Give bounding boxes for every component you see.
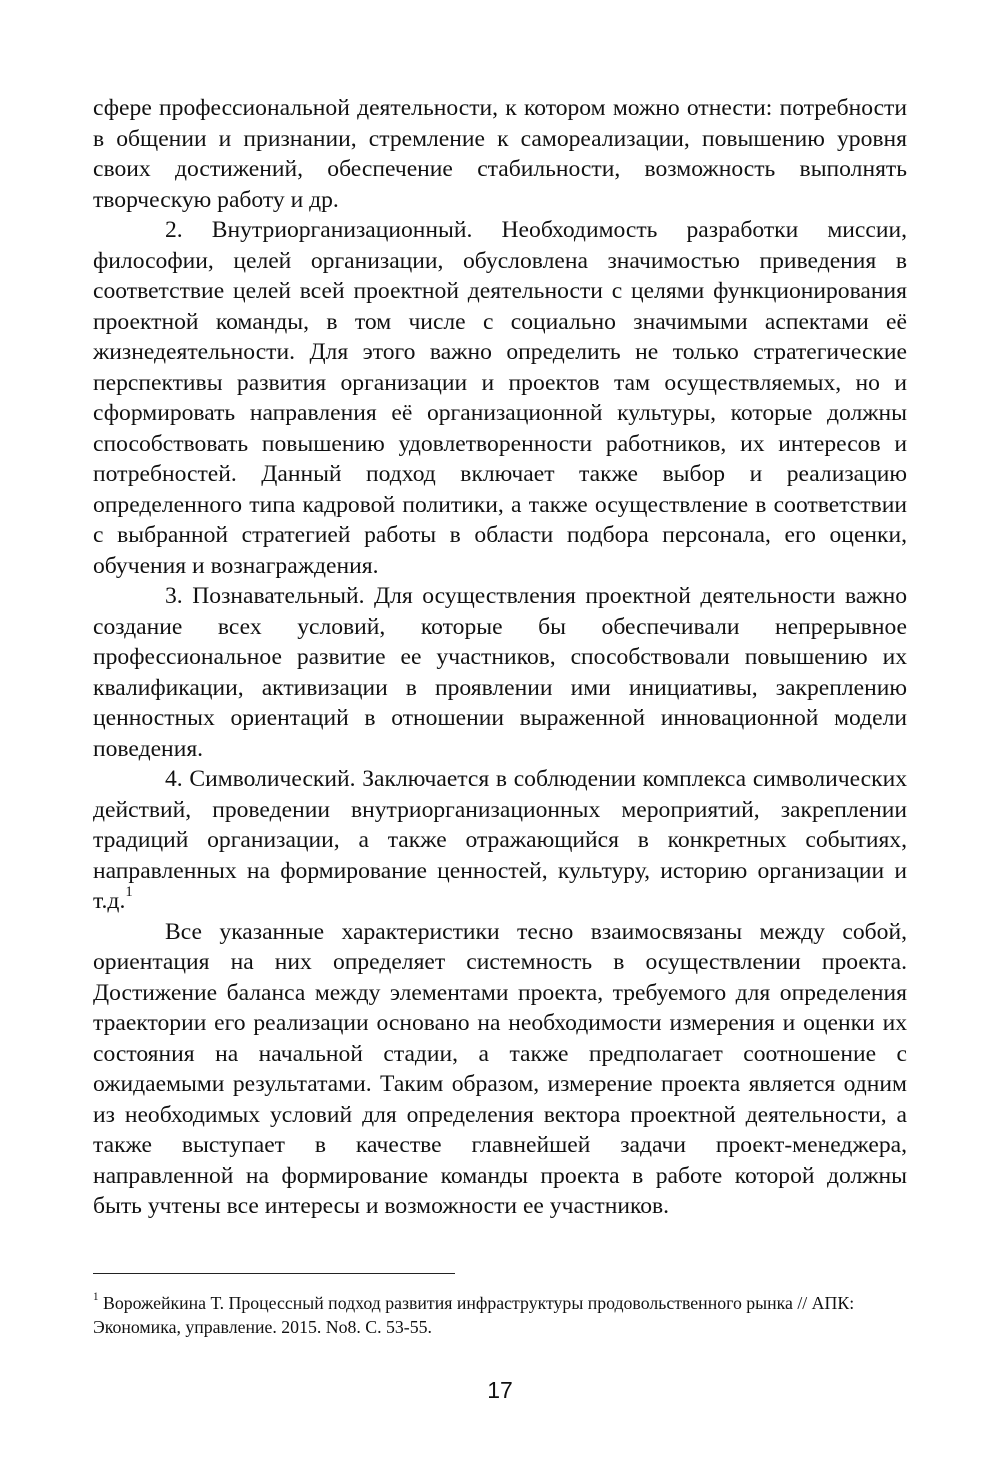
footnote-text: Ворожейкина Т. Процессный подход развития инфраструктуры продовольственного рынка // АПК: Экономика, управление. 2015. No8. С. 53-55. [93, 1293, 855, 1337]
paragraph-conclusion: Все указанные характеристики тесно взаимосвязаны между собой, ориентация на них определяет системность в осуществлении проекта. Достижение баланса между элементами проекта, требуемого для определения траектории его реализации основано на необходимости измерения и оценки их состояния на начальной стадии, а также предполагает соотношение с ожидаемыми результатами. Таким образом, измерение проекта является одним из необходимых условий для определения вектора проектной деятельности, а также выступает в качестве главнейшей задачи проект-менеджера, направленной на формирование команды проекта в работе которой должны быть учтены все интересы и возможности ее участников. [93, 918, 907, 1219]
paragraph-item-4 [93, 764, 907, 917]
paragraph-continuation: сфере профессиональной деятельности, к котором можно отнести: потребности в общении и признании, стремление к самореализации, повышению уровня своих достижений, обеспечение стабильности, возможность выполнять творческую работу и др. [93, 95, 907, 213]
page-number: 17 [487, 1377, 513, 1403]
paragraph-item-4-text: 4. Символический. Заключается в соблюдении комплекса символических действий, проведении внутриорганизационных мероприятий, закреплении традиций организации, а также отражающийся в конкретных событиях, направленных на формирование ценностей, культуру, историю организации и т.д. [93, 766, 907, 914]
main-text [93, 93, 907, 1222]
paragraph-item-3: 3. Познавательный. Для осуществления проектной деятельности важно создание всех условий, которые бы обеспечивали непрерывное профессиональное развитие ее участников, способствовали повышению их квалификации, активизации в проявлении ими инициативы, закреплению ценностных ориентаций в отношении выраженной инновационной модели поведения. [93, 583, 907, 762]
footnote-reference: 1 [125, 884, 133, 901]
footnote-divider [93, 1273, 455, 1274]
footnote [93, 1291, 907, 1339]
footnote-marker: 1 [93, 1290, 99, 1303]
paragraph-item-2: 2. Внутриорганизационный. Необходимость разработки миссии, философии, целей организации, обусловлена значимостью приведения в соответствие целей всей проектной деятельности с целями функционирования проектной команды, в том числе с социально значимыми аспектами её жизнедеятельности. Для этого важно определить не только стратегические перспективы развития организации и проектов там осуществляемых, но и сформировать направления её организационной культуры, которые должны способствовать повышению удовлетворенности работников, их интересов и потребностей. Данный подход включает также выбор и реализацию определенного типа кадровой политики, а также осуществление в соответствии с выбранной стратегией работы в области подбора персонала, его оценки, обучения и вознаграждения. [93, 217, 907, 579]
